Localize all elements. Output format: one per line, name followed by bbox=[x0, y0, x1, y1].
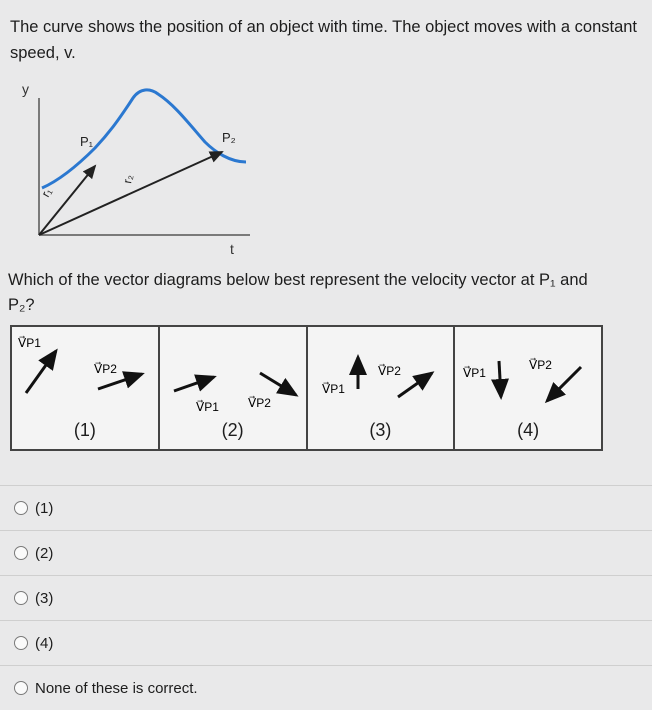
diagram-number: (2) bbox=[221, 420, 244, 440]
position-curve bbox=[42, 90, 246, 188]
vector-diagram-3 bbox=[306, 327, 454, 449]
t-axis-label: t bbox=[230, 241, 234, 257]
vector-diagram-1 bbox=[12, 327, 158, 449]
vp1-arrow bbox=[499, 361, 501, 397]
vp1-label: V⃗P1 bbox=[321, 382, 345, 396]
answer-options bbox=[0, 485, 652, 710]
r2-vector bbox=[39, 152, 222, 235]
radio-button[interactable] bbox=[14, 591, 28, 605]
option-label: (4) bbox=[35, 634, 54, 652]
vp2-label: V⃗P2 bbox=[529, 358, 553, 372]
p1-label: P₁ bbox=[80, 134, 94, 149]
prompt-line-1: Which of the vector diagrams below best represent the velocity vector at P₁ and bbox=[8, 271, 588, 289]
vp2-arrow bbox=[98, 374, 142, 389]
y-axis-label: y bbox=[22, 81, 29, 97]
option-1[interactable] bbox=[0, 485, 652, 530]
r2-label: r₂ bbox=[120, 173, 136, 185]
diagram-number: (1) bbox=[73, 420, 96, 440]
option-none[interactable] bbox=[0, 665, 652, 710]
radio-button[interactable] bbox=[14, 681, 28, 695]
option-4[interactable] bbox=[0, 620, 652, 665]
vp1-arrow bbox=[174, 377, 214, 391]
option-label: (1) bbox=[35, 499, 54, 517]
vp2-label: V⃗P2 bbox=[94, 362, 117, 376]
vp2-arrow bbox=[260, 373, 296, 395]
option-label: (3) bbox=[35, 589, 54, 607]
vp2-arrow bbox=[398, 373, 432, 397]
vp1-arrow bbox=[26, 351, 56, 393]
prompt-line-2: P₂? bbox=[8, 296, 35, 314]
option-label: None of these is correct. bbox=[35, 679, 198, 697]
radio-button[interactable] bbox=[14, 501, 28, 515]
diagram-number: (4) bbox=[517, 420, 540, 440]
diagram-number: (3) bbox=[369, 420, 392, 440]
option-3[interactable] bbox=[0, 575, 652, 620]
r1-vector bbox=[39, 166, 95, 235]
vp1-label: V⃗P1 bbox=[195, 400, 219, 414]
radio-button[interactable] bbox=[14, 636, 28, 650]
question-intro: The curve shows the position of an object with time. The object moves with a constant speed, v. bbox=[10, 18, 638, 62]
vp2-label: V⃗P2 bbox=[377, 364, 401, 378]
vector-diagram-2 bbox=[158, 327, 306, 449]
vector-diagram-4 bbox=[453, 327, 601, 449]
option-2[interactable] bbox=[0, 530, 652, 575]
option-label: (2) bbox=[35, 544, 54, 562]
vp1-label: V⃗P1 bbox=[463, 366, 487, 380]
p2-label: P₂ bbox=[222, 130, 236, 145]
vector-diagrams-table bbox=[10, 325, 603, 451]
question-prompt bbox=[8, 268, 652, 318]
position-time-graph bbox=[0, 80, 300, 270]
vp1-label: V⃗P1 bbox=[18, 336, 41, 350]
vp2-label: V⃗P2 bbox=[247, 396, 271, 410]
r1-label: r₁ bbox=[38, 185, 55, 200]
vp2-arrow bbox=[547, 367, 581, 401]
radio-button[interactable] bbox=[14, 546, 28, 560]
